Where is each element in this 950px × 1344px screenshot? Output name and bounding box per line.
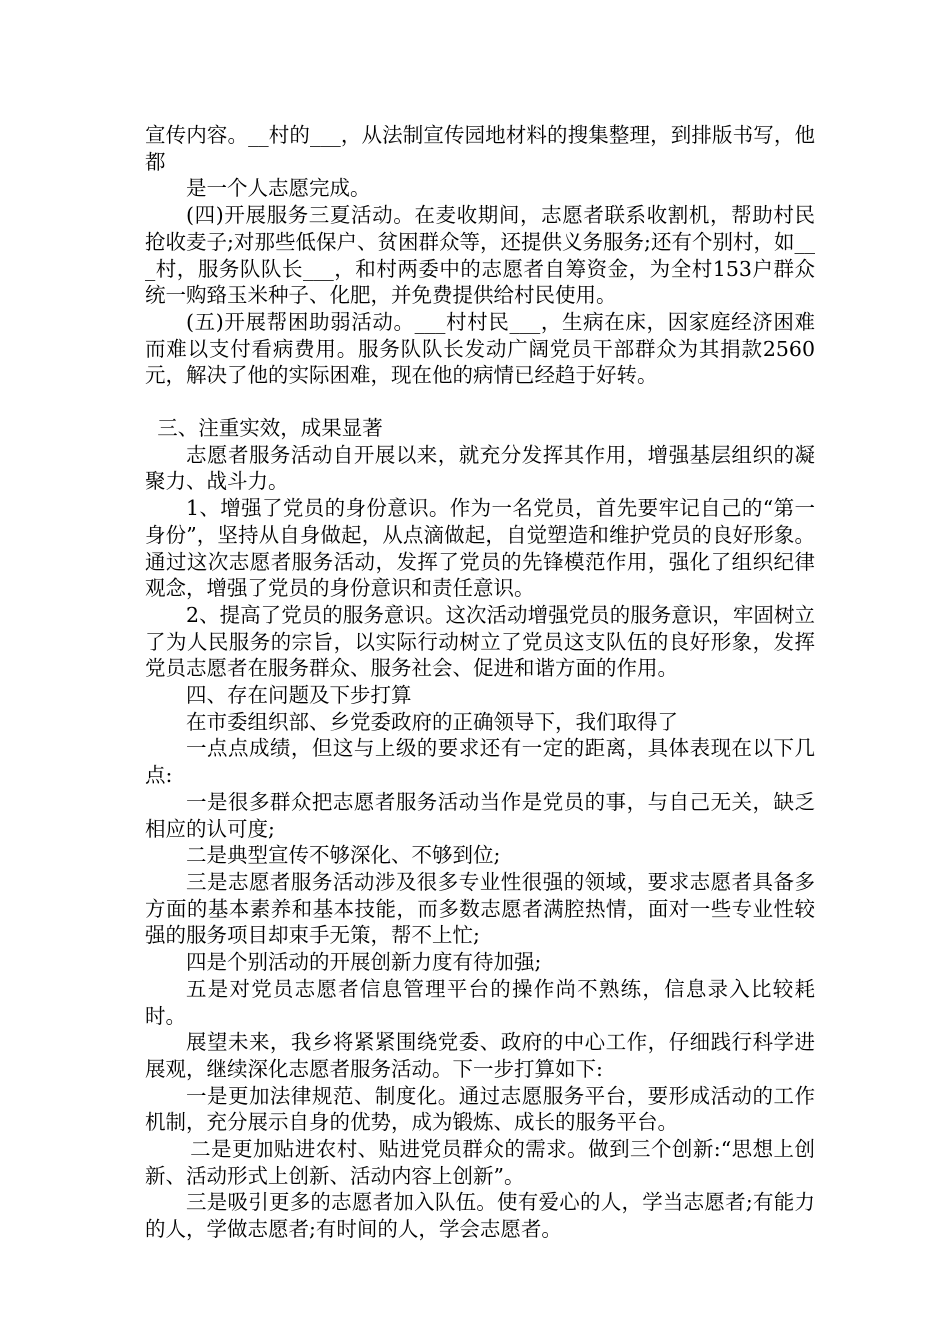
paragraph-service-awareness: 2、提高了党员的服务意识。这次活动增强党员的服务意识，牢固树立了为人民服务的宗旨，以实际行动树立了党员这支队伍的良好形象，发挥党员志愿者在服务群众、服务社会、促进和谐方面的作用。 (145, 602, 815, 681)
paragraph-results-intro: 志愿者服务活动自开展以来，就充分发挥其作用，增强基层组织的凝聚力、战斗力。 (145, 442, 815, 494)
section-heading-problems: 四、存在问题及下步打算 (186, 683, 412, 708)
paragraph-shortcomings-intro: 一点点成绩，但这与上级的要求还有一定的距离，具体表现在以下几点: (145, 736, 815, 788)
paragraph-problem-5: 五是对党员志愿者信息管理平台的操作尚不熟练，信息录入比较耗时。 (145, 976, 815, 1028)
paragraph-2: 是一个人志愿完成。 (186, 176, 371, 201)
paragraph-gap (145, 389, 815, 415)
paragraph-poverty-aid: (五)开展帮困助弱活动。___村村民___，生病在床，因家庭经济困难而难以支付看病费用。服务队队长发动广阔党员干部群众为其捐款2560元，解决了他的实际困难，现在他的病情已经趋于好转。 (145, 309, 815, 388)
paragraph-plan-2: 二是更加贴进农村、贴进党员群众的需求。做到三个创新:“思想上创新、活动形式上创新、活动内容上创新”。 (145, 1137, 815, 1188)
paragraph-problem-4: 四是个别活动的开展创新力度有待加强; (186, 950, 542, 975)
document-body (145, 122, 815, 1243)
paragraph-identity-awareness: 1、增强了党员的身份意识。作为一名党员，首先要牢记自己的“第一身份”，坚持从自身做起，从点滴做起，自觉塑造和维护党员的良好形象。通过这次志愿者服务活动，发挥了党员的先锋模范作用，强化了组织纪律观念，增强了党员的身份意识和责任意识。 (145, 496, 815, 601)
paragraph-leadership: 在市委组织部、乡党委政府的正确领导下，我们取得了 (186, 709, 678, 734)
paragraph-plan-3: 三是吸引更多的志愿者加入队伍。使有爱心的人，学当志愿者;有能力的人，学做志愿者;有时间的人，学会志愿者。 (145, 1190, 815, 1242)
section-heading-results: 三、注重实效，成果显著 (157, 416, 383, 441)
paragraph-problem-1: 一是很多群众把志愿者服务活动当作是党员的事，与自己无关，缺乏相应的认可度; (145, 789, 815, 841)
paragraph-plan-1: 一是更加法律规范、制度化。通过志愿服务平台，要形成活动的工作机制，充分展示自身的优势，成为锻炼、成长的服务平台。 (145, 1083, 815, 1135)
paragraph-problem-2: 二是典型宣传不够深化、不够到位; (186, 843, 501, 868)
paragraph-problem-3: 三是志愿者服务活动涉及很多专业性很强的领域，要求志愿者具备多方面的基本素养和基本技能，而多数志愿者满腔热情，面对一些专业性较强的服务项目却束手无策，帮不上忙; (145, 869, 815, 948)
paragraph-1: 宣传内容。__村的___，从法制宣传园地材料的搜集整理，到排版书写，他都 (145, 123, 815, 174)
paragraph-summer-service: (四)开展服务三夏活动。在麦收期间，志愿者联系收割机，帮助村民抢收麦子;对那些低保户、贫困群众等，还提供义务服务;还有个别村，如___村，服务队队长___，和村两委中的志愿者自筹资金，为全村153户群众统一购臵玉米种子、化肥，并免费提供给村民使用。 (145, 203, 815, 308)
paragraph-outlook: 展望未来，我乡将紧紧围绕党委、政府的中心工作，仔细践行科学进展观，继续深化志愿者服务活动。下一步打算如下: (145, 1030, 815, 1081)
